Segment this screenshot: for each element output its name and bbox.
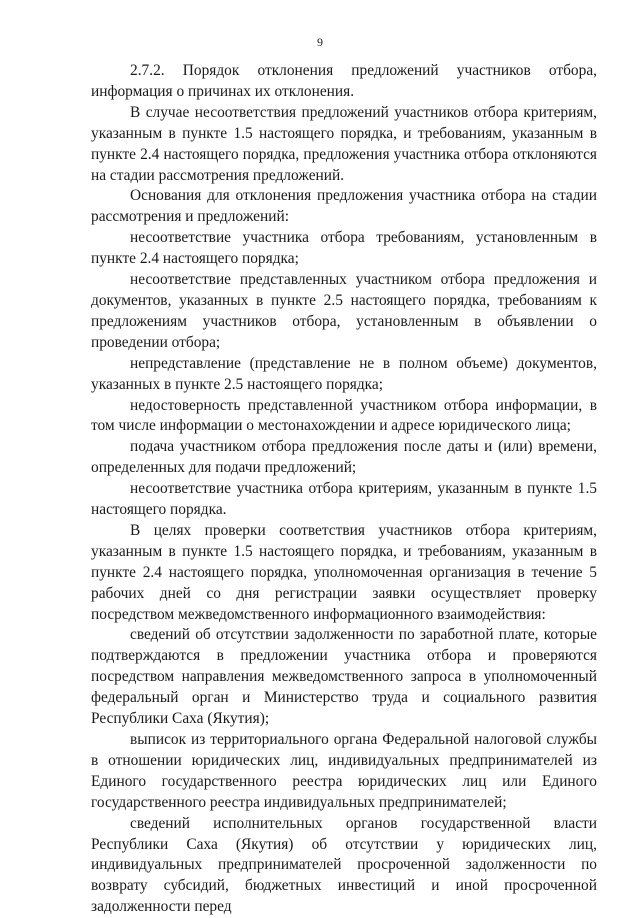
paragraph-rejection-case: В случае несоответствия предложений участников отбора критериям, указанным в пункте 1.5 настоящего порядка, и требованиям, указанным в пункте 2.4 настоящего порядка, предложения участника отбора отклоняются на стадии рассмотрения предложений. xyxy=(91,103,597,184)
paragraph-verification-overdue-debt: сведений исполнительных органов государственной власти Республики Саха (Якутия) об отсутствии у юридических лиц, индивидуальных предпринимателей просроченной задолженности по возврату субсидий, бюджетных инвестиций и иной просроченной задолженности перед xyxy=(91,814,597,916)
paragraph-ground-late-submission: подача участником отбора предложения после даты и (или) времени, определенных для подачи предложений; xyxy=(91,438,597,477)
paragraph-ground-criteria: несоответствие участника отбора критериям, указанным в пункте 1.5 настоящего порядка. xyxy=(91,480,597,519)
paragraph-verification-intro: В целях проверки соответствия участников отбора критериям, указанным в пункте 1.5 настоящего порядка, и требованиям, указанным в пункте 2.4 настоящего порядка, уполномоченная организация в течение 5 рабочих дней со дня регистрации заявки осуществляет проверку посредством межведомственного информационного взаимодействия: xyxy=(91,521,597,623)
paragraph-ground-requirements: несоответствие участника отбора требованиям, установленным в пункте 2.4 настоящего порядка; xyxy=(91,229,597,268)
paragraph-verification-wage-arrears: сведений об отсутствии задолженности по заработной плате, которые подтверждаются в предложении участника отбора и проверяются посредством направления межведомственного запроса в уполномоченный федеральный орган и Министерство труда и социального развития Республики Саха (Якутия); xyxy=(91,626,597,728)
paragraph-ground-documents: несоответствие представленных участником отбора предложения и документов, указанных в пункте 2.5 настоящего порядка, требованиям к предложениям участников отбора, установленным в объявлении о проведении отбора; xyxy=(91,271,597,351)
document-body xyxy=(91,61,597,918)
paragraph-rejection-grounds-intro: Основания для отклонения предложения участника отбора на стадии рассмотрения и предложений: xyxy=(91,187,597,226)
paragraph-ground-non-submission: непредставление (представление не в полном объеме) документов, указанных в пункте 2.5 настоящего порядка; xyxy=(91,354,597,393)
paragraph-verification-tax-extracts: выписок из территориального органа Федеральной налоговой службы в отношении юридических лиц, индивидуальных предпринимателей из Единого государственного реестра юридических лиц или Единого государственного реестра индивидуальных предпринимателей; xyxy=(91,731,597,811)
page-number: 9 xyxy=(317,35,323,49)
paragraph-section-2-7-2-heading: 2.7.2. Порядок отклонения предложений участников отбора, информация о причинах их отклонения. xyxy=(91,62,597,100)
paragraph-ground-unreliable-info: недостоверность представленной участником отбора информации, в том числе информации о местонахождении и адресе юридического лица; xyxy=(91,396,597,435)
